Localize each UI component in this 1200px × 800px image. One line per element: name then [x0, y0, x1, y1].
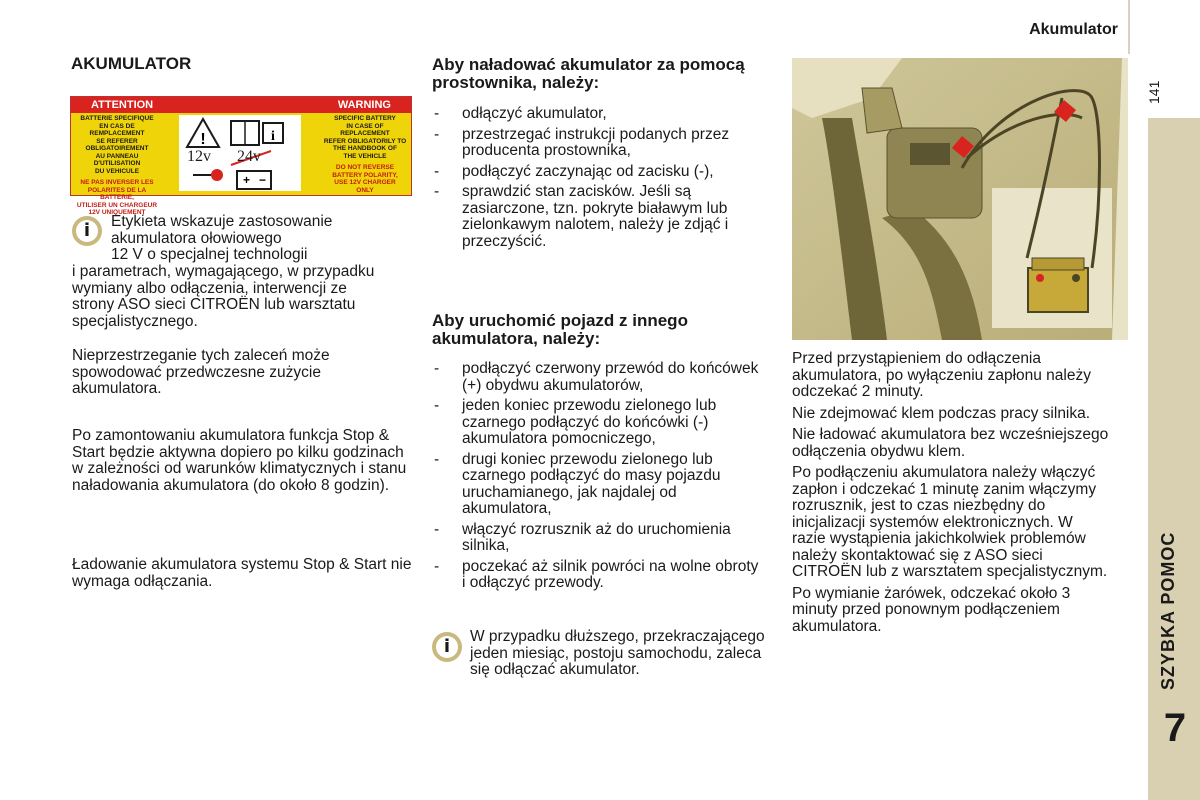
- info-icon: i: [72, 216, 102, 246]
- label-right-red: DO NOT REVERSE BATTERY POLARITY, USE 12V CHARGER ONLY: [332, 164, 398, 194]
- paragraph-disconnect-wait: Przed przystąpieniem do odłączenia akumulatora, po wyłączeniu zapłonu należy odczekać 2 minuty.: [792, 350, 1091, 400]
- info-line-1: Etykieta wskazuje zastosowanie: [111, 213, 333, 230]
- battery-warning-label: [70, 96, 412, 216]
- info-line-2: akumulatora ołowiowego: [111, 229, 282, 247]
- list-item: - podłączyć zaczynając od zacisku (-),: [432, 164, 772, 181]
- label-warning: WARNING: [337, 99, 391, 111]
- label-right-text: [323, 115, 407, 194]
- paragraph-bulbs: Po wymianie żarówek, odczekać około 3 minuty przed ponownym podłączeniem akumulatora.: [792, 584, 1071, 635]
- label-left-black: BATTERIE SPECIFIQUE EN CAS DE REMPLACEMENT SE REFERER OBLIGATOIREMENT AU PANNEAU D'UTILISATION DU VEHICULE: [80, 115, 154, 175]
- label-header: [71, 97, 411, 113]
- info-note-rest: i parametrach, wymagającego, w przypadku wymiany albo odłączenia, interwencji ze strony ASO sieci CITROËN lub warsztatu specjalistycznego.: [72, 263, 375, 330]
- battery-icon: [1028, 258, 1088, 312]
- heading-jump-start: Aby uruchomić pojazd z innego akumulatora, należy:: [432, 311, 688, 348]
- right-column-text: [792, 351, 1110, 635]
- list-item: - jeden koniec przewodu zielonego lub czarnego podłączyć do końcówki (-) akumulatora pomocniczego,: [432, 398, 762, 448]
- chapter-tab-label: SZYBKA POMOC: [1158, 531, 1178, 690]
- svg-text:i: i: [271, 129, 275, 144]
- paragraph-no-clamp-removal: Nie zdejmować klem podczas pracy silnika.: [792, 404, 1091, 422]
- label-attention: ATTENTION: [91, 99, 154, 111]
- chapter-number: 7: [1163, 706, 1187, 750]
- label-volt-ok: 12v: [187, 148, 211, 165]
- heading-charge: Aby naładować akumulator za pomocą prostownika, należy:: [432, 55, 745, 92]
- svg-text:+: +: [243, 173, 251, 187]
- paragraph-no-charging: Nie ładować akumulatora bez wcześniejszego odłączenia obydwu klem.: [792, 426, 1109, 460]
- section-heading: AKUMULATOR: [71, 54, 192, 73]
- page-number-text: 141: [1146, 80, 1162, 104]
- engine-bay-illustration: [792, 58, 1128, 340]
- header-divider: [1128, 0, 1130, 54]
- info-line-3: 12 V o specjalnej technologii: [111, 246, 308, 263]
- label-left-text: [75, 115, 159, 217]
- list-item: - sprawdzić stan zacisków. Jeśli są zasiarczone, tzn. pokryte białawym lub zielonkawym nalotem, należy je zdjąć i przeczyścić.: [432, 184, 772, 250]
- list-item: - włączyć rozrusznik aż do uruchomienia silnika,: [432, 522, 762, 555]
- list-item: - drugi koniec przewodu zielonego lub czarnego podłączyć do masy pojazdu uruchamianego, jak najdalej od akumulatora,: [432, 452, 762, 518]
- page-number: [1146, 80, 1168, 104]
- chapter-tab: [1148, 118, 1200, 800]
- svg-text:−: −: [259, 173, 267, 187]
- label-right-black: SPECIFIC BATTERY IN CASE OF REPLACEMENT REFER OBLIGATORILY TO THE HANDBOOK OF THE VEHICLE: [323, 115, 407, 160]
- label-volt-no: 24v: [237, 148, 261, 165]
- paragraph-reconnect: Po podłączeniu akumulatora należy włączyć zapłon i odczekać 1 minutę zanim włączymy rozrusznik, jest to czas niezbędny do inicjalizacji systemów elektronicznych. W razie wystąpienia jakichkolwiek problemów należy skontaktować się z ASO sieci CITROËN lub z warsztatem specjalistycznym.: [792, 464, 1108, 580]
- paragraph-stop-start: Po zamontowaniu akumulatora funkcja Stop & Start będzie aktywna dopiero po kilku godzinach w zależności od warunków klimatycznych i stanu naładowania akumulatora (do około 8 godzin).: [72, 427, 407, 494]
- engine-bay-drawing: [792, 58, 1128, 340]
- label-left-red: NE PAS INVERSER LES POLARITES DE LA BATTERIE, UTILISER UN CHARGEUR 12V UNIQUEMENT: [76, 179, 158, 216]
- list-item: - odłączyć akumulator,: [432, 106, 772, 123]
- list-item: - przestrzegać instrukcji podanych przez producenta prostownika,: [432, 127, 772, 160]
- list-charge: [432, 106, 772, 254]
- paragraph-charging: Ładowanie akumulatora systemu Stop & Start nie wymaga odłączania.: [72, 556, 412, 590]
- svg-text:!: !: [200, 131, 206, 148]
- list-item: - poczekać aż silnik powróci na wolne obroty i odłączyć przewody.: [432, 559, 762, 592]
- section-title: Akumulator: [1029, 21, 1118, 38]
- paragraph-warning: Nieprzestrzeganie tych zaleceń może spowodować przedwczesne zużycie akumulatora.: [72, 347, 330, 397]
- label-pictograms: [179, 115, 301, 191]
- info-note-storage: W przypadku dłuższego, przekraczającego jeden miesiąc, postoju samochodu, zaleca się odłączać akumulator.: [470, 628, 765, 678]
- info-icon: i: [432, 632, 462, 662]
- info-note-top: [111, 214, 411, 264]
- list-item: - podłączyć czerwony przewód do końcówek (+) obydwu akumulatorów,: [432, 361, 762, 394]
- list-jump-start: [432, 361, 762, 596]
